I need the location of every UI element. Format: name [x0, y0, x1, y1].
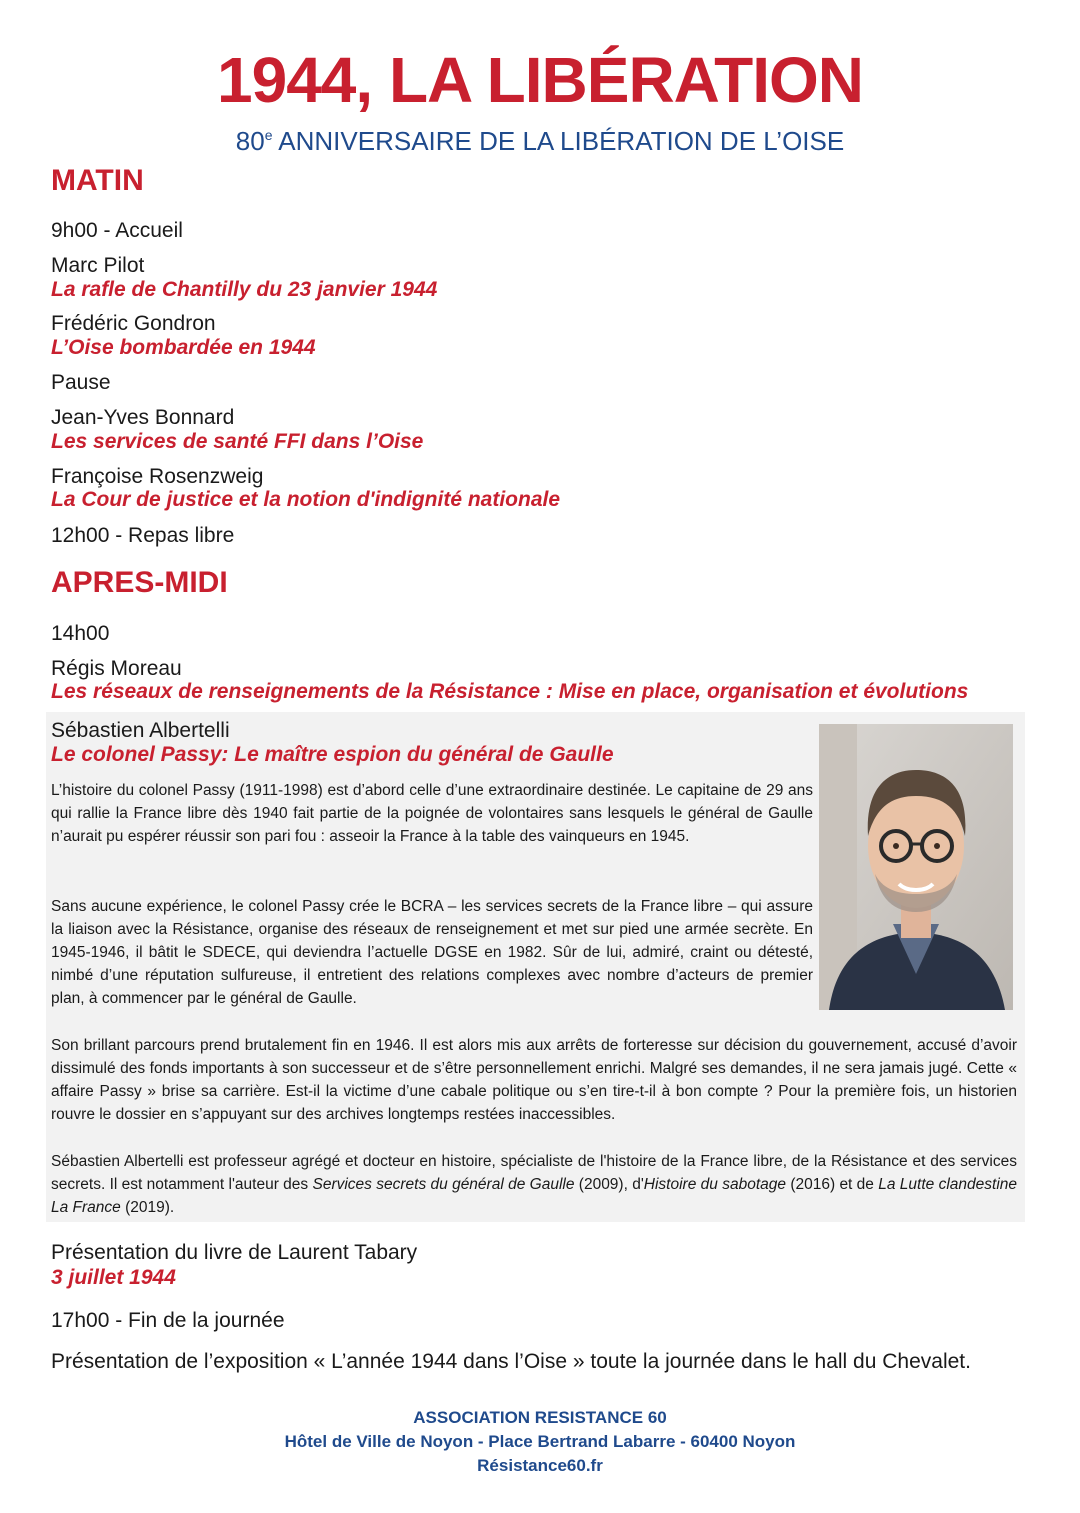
bio-text: Sébastien Albertelli est professeur agrégé et docteur en histoire, spécialiste de l'histoire de la France libre, de la Résistance et des services secrets. Il est notamment l'auteur des	[51, 1153, 1017, 1193]
exhibition-note: Présentation de l’exposition « L’année 1944 dans l’Oise » toute la journée dans le hall du Chevalet.	[51, 1350, 971, 1373]
paragraph: Sans aucune expérience, le colonel Passy crée le BCRA – les services secrets de la France libre – qui assure la liaison avec la Résistance, organise des réseaux de renseignement et met sur pied une armée secrète. En 1945-1946, il bâtit le SDECE, qui deviendra l’actuelle DGSE en 1982. Sûr de lui, admiré, craint ou détesté, nimbé d’une réputation sulfureuse, il entretient des relations complexes avec nombre d’acteurs de premier plan, à commencer par le général de Gaulle.	[51, 898, 813, 1007]
schedule-pause: Pause	[51, 371, 111, 394]
footer-website[interactable]: Résistance60.fr	[477, 1456, 603, 1475]
speaker-name: Jean-Yves Bonnard	[51, 406, 235, 429]
paragraph	[51, 1150, 1017, 1219]
speaker-portrait	[819, 724, 1013, 1010]
talk-title: L’Oise bombardée en 1944	[51, 336, 316, 359]
subtitle-superscript: e	[264, 127, 273, 143]
featured-talk-title: Le colonel Passy: Le maître espion du général de Gaulle	[51, 743, 614, 766]
speaker-name: Frédéric Gondron	[51, 312, 216, 335]
paragraph: Son brillant parcours prend brutalement fin en 1946. Il est alors mis aux arrêts de forteresse sur décision du gouvernement, accusé d’avoir dissimulé des fonds importants à son successeur et de s’être personnellement enrichi. Malgré ses demandes, il ne sera jamais jugé. Cette « affaire Passy » brise sa carrière. Est-il la victime d’une cabale politique ou s’en tire-t-il à bon compte ? Pour la première fois, un historien rouvre le dossier en s’appuyant sur des archives longtemps restées inaccessibles.	[51, 1037, 1017, 1123]
schedule-welcome: 9h00 - Accueil	[51, 219, 183, 242]
speaker-name: Régis Moreau	[51, 657, 182, 680]
schedule-lunch: 12h00 - Repas libre	[51, 524, 235, 547]
bio-text: (2019).	[120, 1199, 175, 1216]
bio-text: (2009), d'	[574, 1176, 644, 1193]
poster-subtitle	[0, 118, 1080, 158]
speaker-name: Françoise Rosenzweig	[51, 465, 264, 488]
schedule-end: 17h00 - Fin de la journée	[51, 1309, 285, 1332]
book-presentation: Présentation du livre de Laurent Tabary	[51, 1241, 418, 1264]
book-title: La Lutte clandestine La France	[51, 1176, 1018, 1216]
talk-title: Les réseaux de renseignements de la Résistance : Mise en place, organisation et évolutions	[51, 680, 969, 703]
schedule-time: 14h00	[51, 622, 110, 645]
subtitle-text: ANNIVERSAIRE DE LA LIBÉRATION DE L’OISE	[272, 126, 845, 156]
book-title: Histoire du sabotage	[643, 1176, 786, 1193]
bio-text: (2016) et de	[786, 1176, 879, 1193]
book-title: Services secrets du général de Gaulle	[312, 1176, 575, 1193]
section-heading-afternoon: APRES-MIDI	[51, 566, 228, 599]
book-title: 3 juillet 1944	[51, 1266, 176, 1289]
paragraph: L’histoire du colonel Passy (1911-1998) est d’abord celle d’une extraordinaire destinée. Le capitaine de 29 ans qui rallie la France libre dès 1940 fait partie de la poignée de volontaires sans lesquels le général de Gaulle n’aurait pu espérer réussir son pari fou : asseoir la France à la table des vainqueurs en 1945.	[51, 782, 813, 845]
poster-title: 1944, LA LIBÉRATION	[217, 44, 863, 116]
footer-organization: ASSOCIATION RESISTANCE 60	[413, 1408, 667, 1427]
featured-speaker-name: Sébastien Albertelli	[51, 719, 230, 742]
speaker-name: Marc Pilot	[51, 254, 145, 277]
talk-title: Les services de santé FFI dans l’Oise	[51, 430, 424, 453]
subtitle-number: 80	[235, 126, 265, 156]
talk-title: La Cour de justice et la notion d'indignité nationale	[51, 488, 561, 511]
footer-address: Hôtel de Ville de Noyon - Place Bertrand Labarre - 60400 Noyon	[284, 1432, 796, 1451]
section-heading-morning: MATIN	[51, 164, 144, 197]
talk-title: La rafle de Chantilly du 23 janvier 1944	[51, 278, 438, 301]
